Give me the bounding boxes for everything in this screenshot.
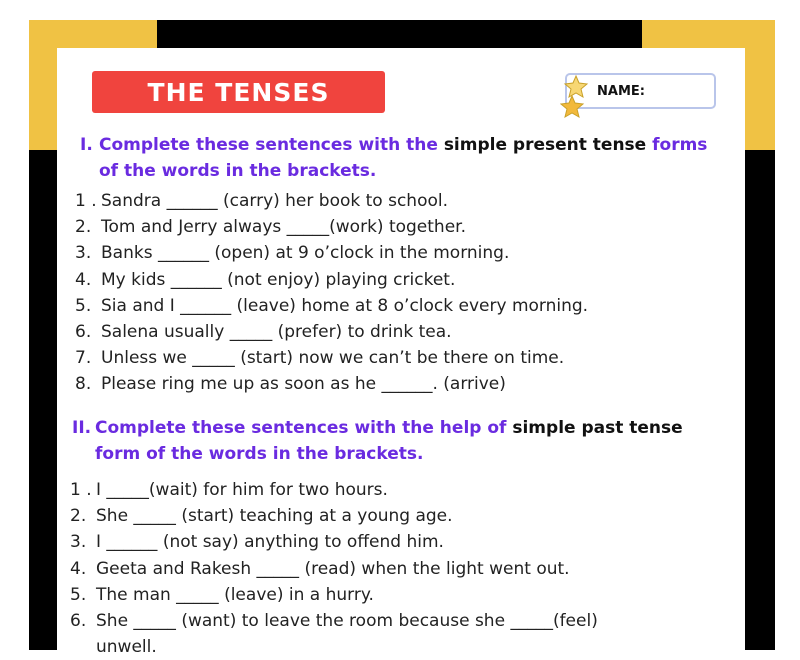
section-1-item (75, 240, 509, 266)
section-1-item (75, 345, 564, 371)
section-2-item-text: I _____(wait) for him for two hours. (96, 480, 388, 500)
section-1-item-number: 4. (75, 269, 92, 290)
section-2-heading (72, 415, 722, 467)
section-2-heading-part1: Complete these sentences with the help of (95, 418, 507, 438)
section-2-heading-bold: simple past tense (512, 418, 683, 438)
section-2-item-number: 1 . (70, 480, 92, 500)
section-2-item (70, 608, 598, 634)
section-2-item (70, 556, 570, 582)
section-1-number: I. (80, 135, 93, 155)
section-2-item-text: The man _____ (leave) in a hurry. (96, 584, 374, 605)
section-1-item-number: 2. (75, 217, 92, 238)
section-2-item-text: She _____ (want) to leave the room because she _____(feel) (96, 611, 598, 631)
section-1-item-text: Sia and I ______ (leave) home at 8 o’clock every morning. (101, 295, 589, 316)
section-2-item (70, 477, 388, 503)
section-2-item-number: 6. (70, 611, 87, 631)
section-1-item-number: 6. (75, 322, 92, 342)
section-1-heading-line2: of the words in the brackets. (99, 161, 377, 181)
section-2-item (70, 634, 157, 660)
section-1-item-number: 1 . (75, 191, 97, 211)
section-1-item (75, 188, 448, 214)
section-1-heading-part1: Complete these sentences with the (99, 135, 438, 155)
section-2-item-text: She _____ (start) teaching at a young age. (96, 506, 453, 527)
section-2-item (70, 503, 453, 529)
section-2-item (70, 582, 374, 608)
worksheet-title: THE TENSES (92, 71, 385, 113)
section-2-item (70, 529, 444, 555)
stars-icon (560, 74, 592, 120)
section-2-number: II. (72, 418, 92, 438)
section-1-item (75, 293, 588, 319)
section-2-item-number: 2. (70, 506, 87, 527)
section-1-item-text: Sandra ______ (carry) her book to school. (101, 191, 449, 211)
section-1-item (75, 214, 466, 240)
section-1-item-text: Unless we _____ (start) now we can’t be there on time. (101, 348, 565, 369)
section-1-item (75, 267, 455, 293)
section-2-item-number: 3. (70, 532, 87, 553)
section-1-item-text: Salena usually _____ (prefer) to drink tea. (101, 322, 452, 342)
section-1-item-number: 8. (75, 374, 92, 395)
section-1-item-number: 5. (75, 295, 92, 316)
section-1-heading-bold: simple present tense (443, 135, 647, 155)
section-1-heading-part2: forms (652, 135, 708, 155)
section-1-item-text: My kids ______ (not enjoy) playing cricket. (101, 269, 456, 290)
section-2-item-number: 5. (70, 584, 87, 605)
section-2-item-text: unwell. (96, 637, 157, 658)
section-1-item (75, 319, 452, 345)
section-1-item-number: 7. (75, 348, 92, 369)
section-1-heading (80, 132, 720, 184)
name-label: NAME: (597, 84, 645, 99)
section-2-item-text: I ______ (not say) anything to offend him. (96, 532, 444, 553)
section-1-item-text: Tom and Jerry always _____(work) together. (101, 217, 467, 238)
section-2-item-number: 4. (70, 558, 87, 579)
section-1-item-text: Banks ______ (open) at 9 o’clock in the morning. (101, 243, 510, 264)
section-1-item-text: Please ring me up as soon as he ______. (arrive) (101, 374, 506, 395)
section-1-item (75, 371, 506, 397)
section-2-item-text: Geeta and Rakesh _____ (read) when the light went out. (96, 558, 570, 579)
section-1-item-number: 3. (75, 243, 92, 264)
section-2-heading-line2: form of the words in the brackets. (95, 444, 424, 464)
